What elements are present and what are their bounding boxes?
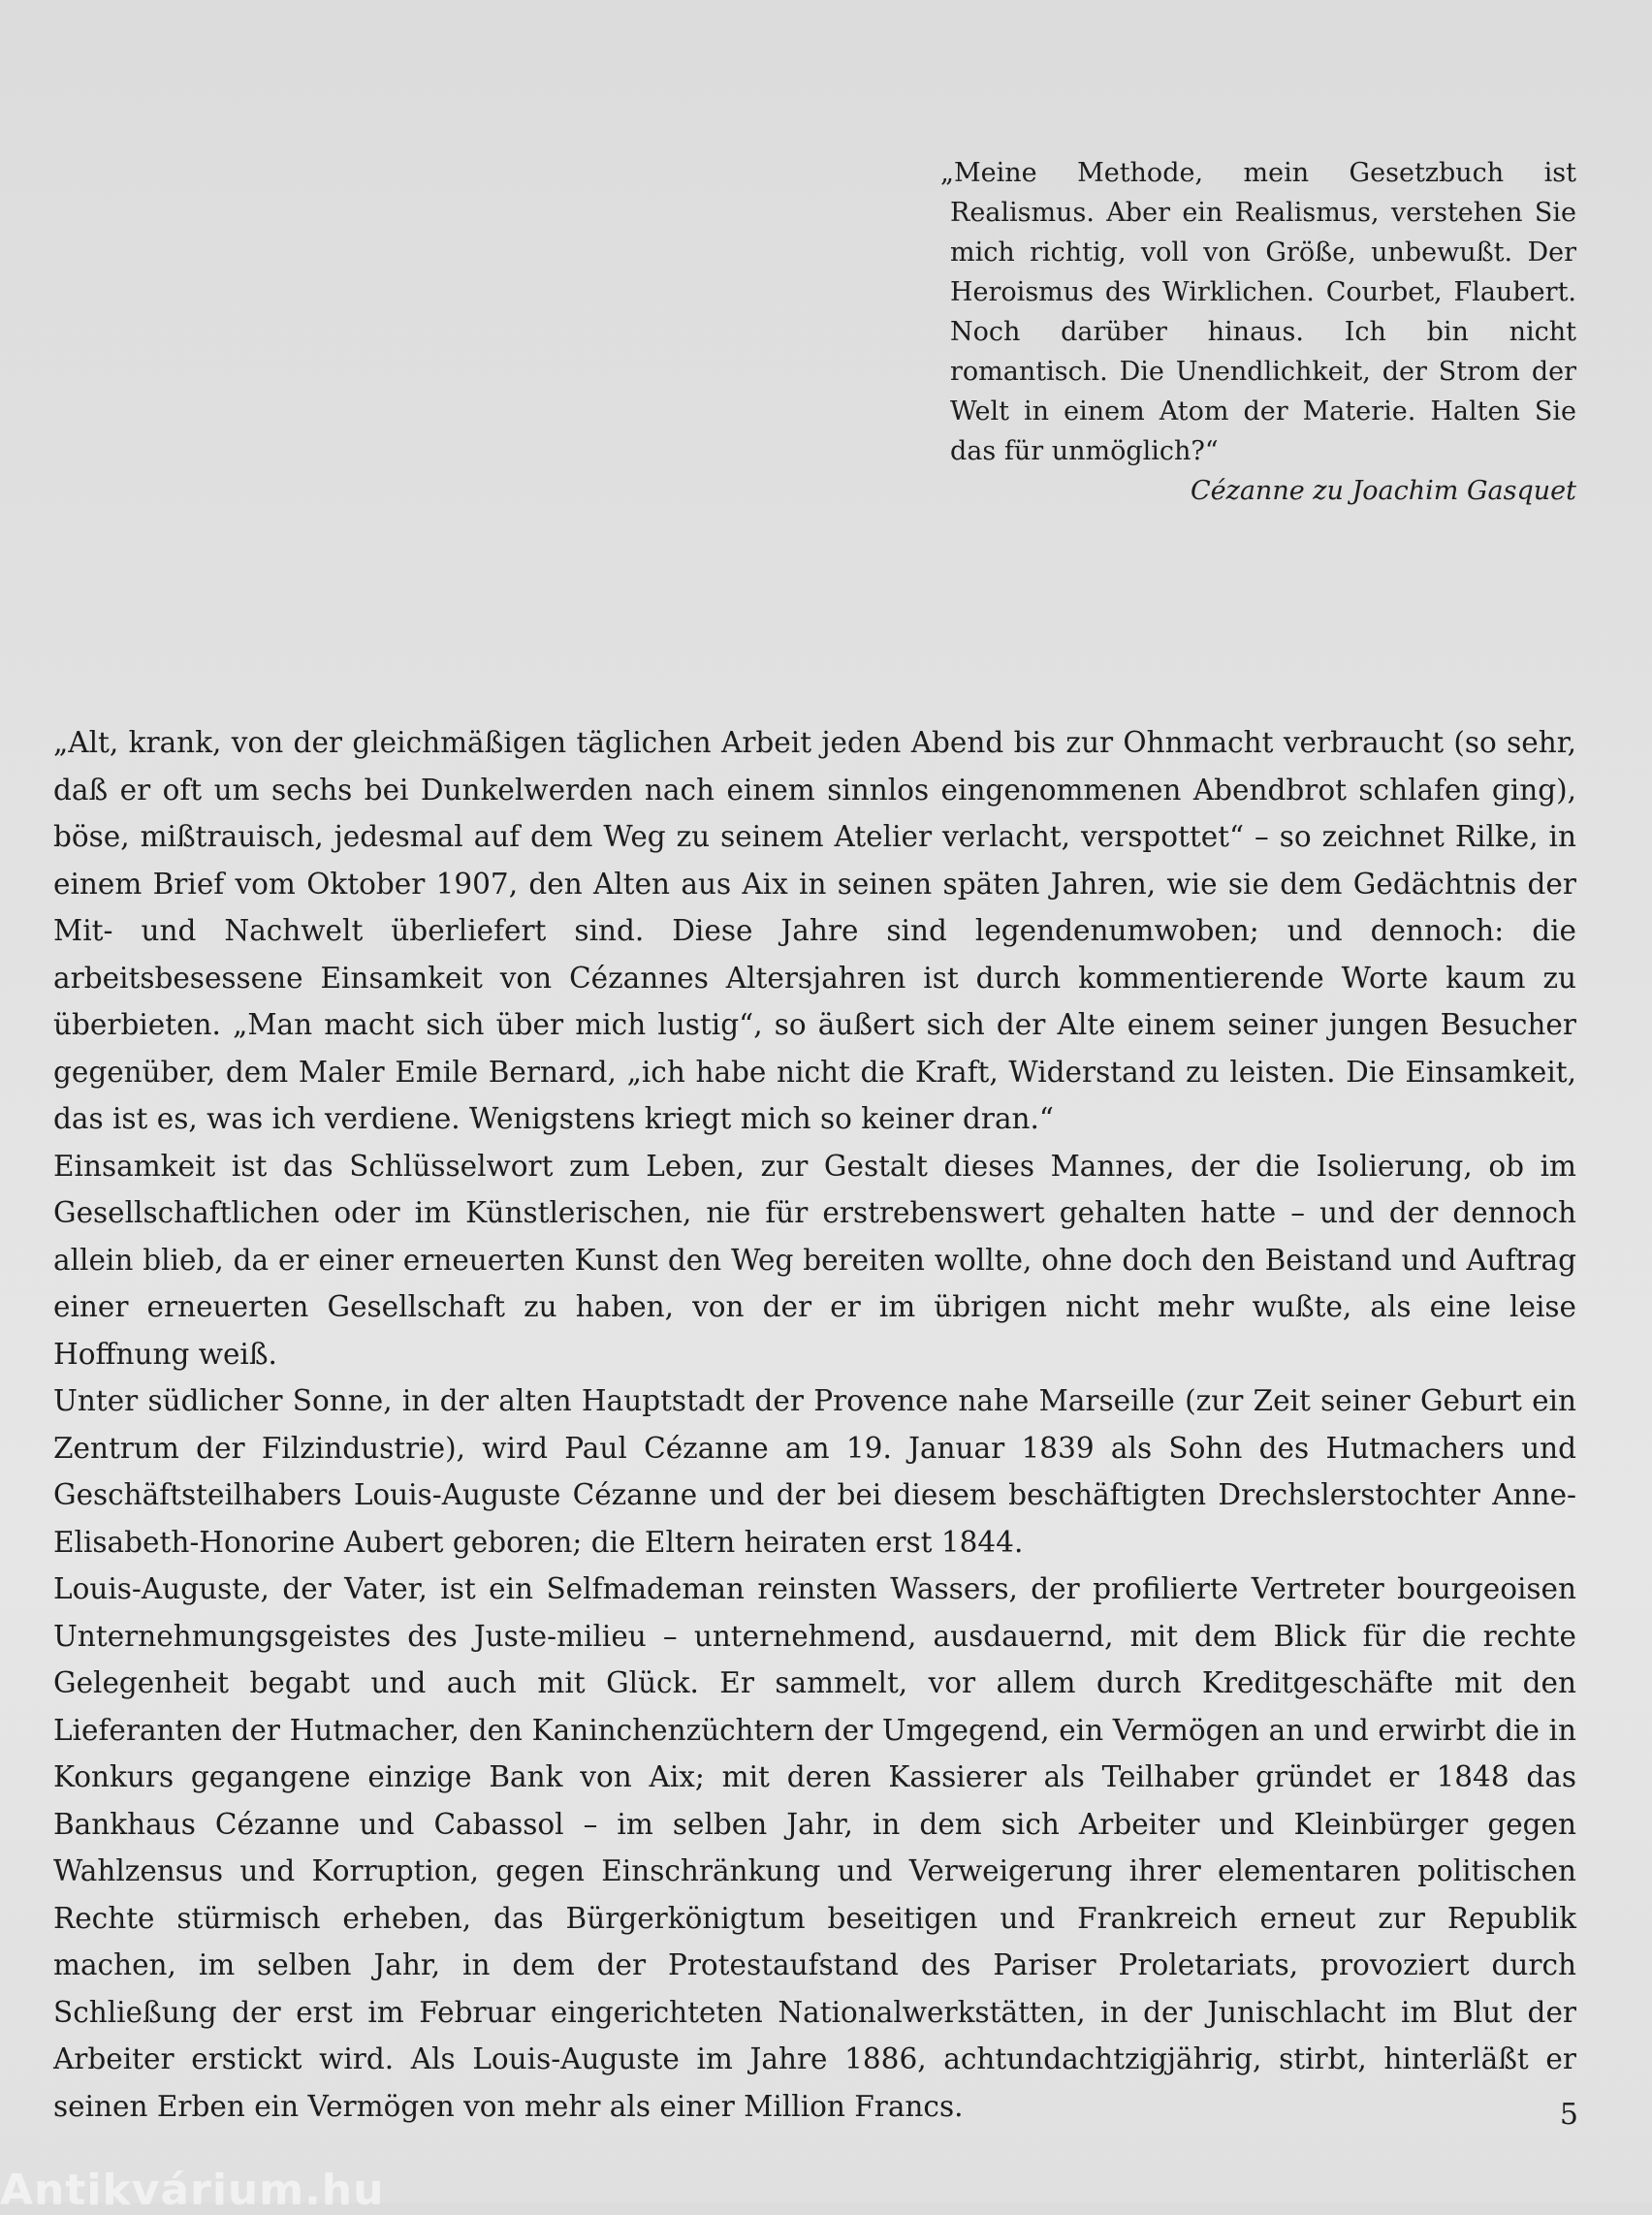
epigraph [940, 153, 1576, 511]
paragraph: Einsamkeit ist das Schlüsselwort zum Leben, zur Gestalt dieses Mannes, der die Isolierung, ob im Gesellschaftlichen oder im Künstlerischen, nie für erstrebenswert gehalten hatte – und der dennoch allein blieb, da er einer erneuerten Kunst den Weg bereiten wollte, ohne doch den Beistand und Auftrag einer erneuerten Gesellschaft zu haben, von der er im übrigen nicht mehr wußte, als eine leise Hoffnung weiß. [53, 1149, 1576, 1371]
epigraph-attribution: Cézanne zu Joachim Gasquet [1190, 476, 1576, 506]
page-number: 5 [1559, 2098, 1578, 2132]
paragraph: Unter südlicher Sonne, in der alten Hauptstadt der Provence nahe Marseille (zur Zeit seiner Geburt ein Zentrum der Filzindustrie), wird Paul Cézanne am 19. Januar 1839 als Sohn des Hutmachers und Geschäftsteilhabers Louis-Auguste Cézanne und der bei diesem beschäftigten Drechslerstochter Anne-Elisabeth-Honorine Aubert geboren; die Eltern heiraten erst 1844. [53, 1384, 1576, 1559]
epigraph-quote: „Meine Methode, mein Gesetzbuch ist Realismus. Aber ein Realismus, verstehen Sie mich richtig, voll von Größe, unbewußt. Der Heroismus des Wirklichen. Courbet, Flaubert. Noch darüber hinaus. Ich bin nicht romantisch. Die Unendlichkeit, der Strom der Welt in einem Atom der Materie. Halten Sie das für unmöglich?“ [940, 158, 1576, 466]
watermark: Antikvárium.hu [0, 2166, 385, 2215]
paragraph: „Alt, krank, von der gleichmäßigen täglichen Arbeit jeden Abend bis zur Ohnmacht verbraucht (so sehr, daß er oft um sechs bei Dunkelwerden nach einem sinnlos eingenommenen Abendbrot schlafen ging), böse, mißtrauisch, jedesmal auf dem Weg zu seinem Atelier verlacht, verspottet“ – so zeichnet Rilke, in einem Brief vom Oktober 1907, den Alten aus Aix in seinen späten Jahren, wie sie dem Gedächtnis der Mit- und Nachwelt überliefert sind. Diese Jahre sind legendenumwoben; und dennoch: die arbeitsbesessene Einsamkeit von Cézannes Altersjahren ist durch kommentierende Worte kaum zu überbieten. „Man macht sich über mich lustig“, so äußert sich der Alte einem seiner jungen Besucher gegenüber, dem Maler Emile Bernard, „ich habe nicht die Kraft, Widerstand zu leisten. Die Einsamkeit, das ist es, was ich verdiene. Wenigstens kriegt mich so keiner dran.“ [53, 726, 1576, 1135]
paragraph: Louis-Auguste, der Vater, ist ein Selfmademan reinsten Wassers, der profilierte Vertreter bourgeoisen Unternehmungsgeistes des Juste-milieu – unternehmend, ausdauernd, mit dem Blick für die rechte Gelegenheit begabt und auch mit Glück. Er sammelt, vor allem durch Kreditgeschäfte mit den Lieferanten der Hutmacher, den Kaninchenzüchtern der Umgegend, ein Vermögen an und erwirbt die in Konkurs gegangene einzige Bank von Aix; mit deren Kassierer als Teilhaber gründet er 1848 das Bankhaus Cézanne und Cabassol – im selben Jahr, in dem sich Arbeiter und Kleinbürger gegen Wahlzensus und Korruption, gegen Einschränkung und Verweigerung ihrer elementaren politischen Rechte stürmisch erheben, das Bürgerkönigtum beseitigen und Frankreich erneut zur Republik machen, im selben Jahr, in dem der Protestaufstand des Pariser Proletariats, provoziert durch Schließung der erst im Februar eingerichteten Nationalwerkstätten, in der Junischlacht im Blut der Arbeiter erstickt wird. Als Louis-Auguste im Jahre 1886, achtundachtzigjährig, stirbt, hinterläßt er seinen Erben ein Vermögen von mehr als einer Million Francs. [53, 1572, 1576, 2123]
body-text [53, 719, 1576, 2130]
